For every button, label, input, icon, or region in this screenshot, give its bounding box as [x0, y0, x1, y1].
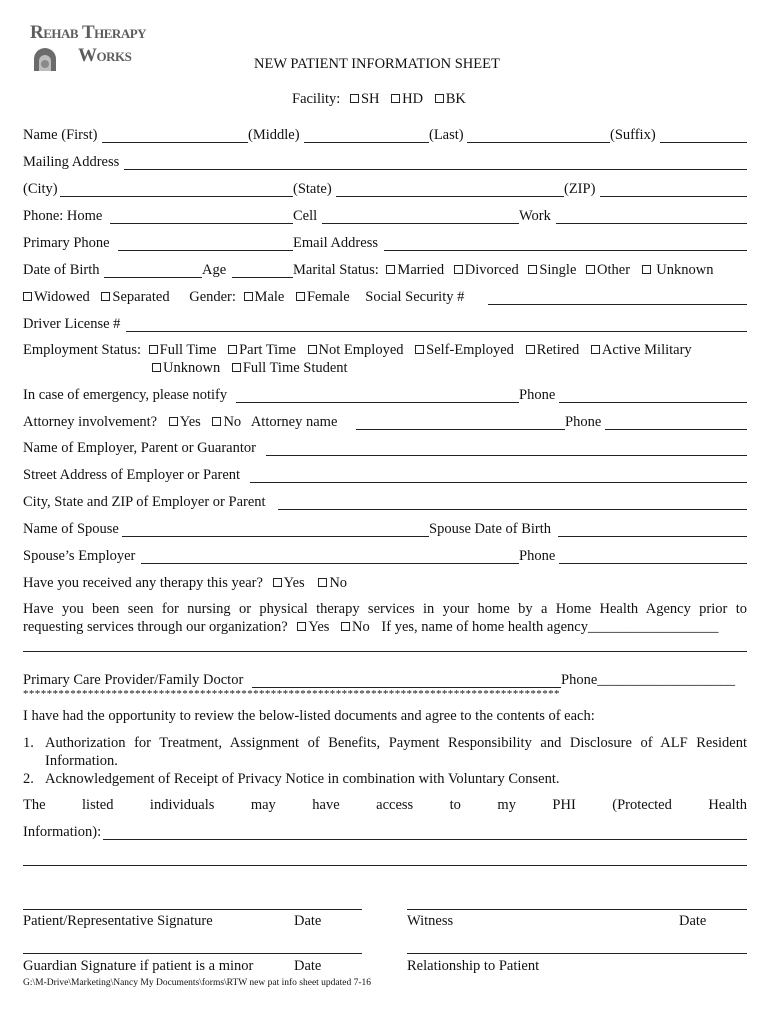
label-state: (State) [293, 181, 332, 197]
checkbox-icon[interactable] [341, 622, 350, 631]
label-name-middle: (Middle) [248, 127, 300, 143]
label-therapy-year: Have you received any therapy this year? [23, 575, 263, 591]
field-guardian-signature[interactable] [23, 953, 362, 954]
employment-option-not-employed[interactable]: Not Employed [308, 342, 404, 358]
divider-stars: ******************************************************************************************* [23, 688, 560, 700]
label-spouse-dob: Spouse Date of Birth [429, 521, 552, 537]
label-name-suffix: (Suffix) [610, 127, 656, 143]
label-witness-date: Date [679, 913, 707, 929]
checkbox-icon[interactable] [232, 363, 241, 372]
field-spouse-name[interactable] [122, 536, 429, 537]
label-marital-status: Marital Status: [293, 262, 379, 278]
label-pcp: Primary Care Provider/Family Doctor [23, 672, 244, 688]
field-email[interactable] [384, 250, 747, 251]
logo-arch-icon [32, 47, 58, 73]
field-home-phone[interactable] [110, 223, 293, 224]
field-cell-phone[interactable] [322, 223, 519, 224]
label-attorney-involvement: Attorney involvement? [23, 414, 158, 430]
gender-option-male[interactable]: Male [244, 289, 285, 305]
field-spouse-employer[interactable] [141, 563, 519, 564]
label-cell: Cell [293, 208, 318, 224]
facility-row [292, 91, 466, 108]
employment-option-full-time[interactable]: Full Time [149, 342, 217, 358]
field-last-name[interactable] [467, 142, 610, 143]
label-spouse-employer: Spouse’s Employer [23, 548, 136, 564]
label-relationship: Relationship to Patient [407, 958, 540, 974]
home-health-group [23, 619, 718, 636]
checkbox-icon[interactable] [386, 265, 395, 274]
employment-option-self-employed[interactable]: Self-Employed [415, 342, 514, 358]
list-item-1: Authorization for Treatment, Assignment of Benefits, Payment Responsibility and Disclosure of ALF Resident [45, 735, 747, 751]
label-home-health-agency: If yes, name of home health agency__________________ [381, 619, 719, 635]
employment-option-student[interactable]: Full Time Student [232, 360, 348, 376]
label-emergency-phone: Phone [519, 387, 556, 403]
checkbox-icon[interactable] [297, 622, 306, 631]
employment-status-group-2 [152, 360, 348, 377]
field-work-phone[interactable] [556, 223, 747, 224]
phi-statement: The listed individuals may have access to my PHI (Protected Health [23, 797, 747, 813]
label-attorney-phone: Phone [565, 414, 602, 430]
label-ssn: Social Security # [365, 289, 465, 305]
checkbox-icon[interactable] [435, 94, 444, 103]
gender-option-female[interactable]: Female [296, 289, 350, 305]
label-witness: Witness [407, 913, 454, 929]
marital-option-single[interactable]: Single [528, 262, 576, 278]
list-item-number-2: 2. [23, 771, 34, 787]
checkbox-icon[interactable] [169, 417, 178, 426]
facility-option-hd[interactable]: HD [391, 91, 423, 107]
widowed-gender-group [23, 289, 464, 306]
label-spouse-phone: Phone [519, 548, 556, 564]
label-pcp-phone: Phone___________________ [561, 672, 735, 688]
label-emergency-contact: In case of emergency, please notify [23, 387, 228, 403]
label-guardian-signature: Guardian Signature if patient is a minor [23, 958, 254, 974]
employment-option-active-military[interactable]: Active Military [591, 342, 692, 358]
checkbox-icon[interactable] [415, 345, 424, 354]
field-phi-individuals-2[interactable] [23, 865, 747, 866]
field-middle-name[interactable] [304, 142, 429, 143]
checkbox-icon[interactable] [273, 578, 282, 587]
facility-option-sh[interactable]: SH [350, 91, 380, 107]
label-employer-city: City, State and ZIP of Employer or Parent [23, 494, 266, 510]
label-name-last: (Last) [429, 127, 464, 143]
field-state[interactable] [336, 196, 564, 197]
field-employer-city[interactable] [278, 509, 747, 510]
label-patient-date: Date [294, 913, 322, 929]
field-ssn[interactable] [488, 304, 747, 305]
label-city: (City) [23, 181, 58, 197]
field-home-health-agency[interactable] [23, 651, 747, 652]
therapy-option-yes[interactable]: Yes [273, 575, 305, 591]
logo-line-2: Works [78, 45, 132, 66]
checkbox-icon[interactable] [454, 265, 463, 274]
checkbox-icon[interactable] [350, 94, 359, 103]
checkbox-icon[interactable] [228, 345, 237, 354]
field-patient-signature[interactable] [23, 909, 362, 910]
checkbox-icon[interactable] [308, 345, 317, 354]
company-logo [30, 22, 170, 82]
checkbox-icon[interactable] [642, 265, 651, 274]
label-home-health-question: Have you been seen for nursing or physical therapy services in your home by a Home Health Agency prior to [23, 601, 747, 617]
label-primary-phone: Primary Phone [23, 235, 110, 251]
home-health-option-no[interactable]: No [341, 619, 370, 635]
therapy-year-group [23, 575, 347, 592]
label-employer-street: Street Address of Employer or Parent [23, 467, 241, 483]
field-zip[interactable] [600, 196, 747, 197]
home-health-option-yes[interactable]: Yes [297, 619, 329, 635]
label-guardian-date: Date [294, 958, 322, 974]
field-phi-individuals[interactable] [103, 839, 747, 840]
checkbox-icon[interactable] [591, 345, 600, 354]
label-gender: Gender: [189, 289, 236, 305]
marital-option-unknown[interactable]: Unknown [642, 262, 714, 278]
marital-option-married[interactable]: Married [386, 262, 444, 278]
page-title: NEW PATIENT INFORMATION SHEET [254, 56, 500, 72]
marital-status-group [293, 262, 713, 279]
field-suffix[interactable] [660, 142, 747, 143]
label-mailing-address: Mailing Address [23, 154, 120, 170]
attorney-option-yes[interactable]: Yes [169, 414, 201, 430]
checkbox-icon[interactable] [212, 417, 221, 426]
facility-label: Facility: [292, 91, 341, 107]
footer-file-path: G:\M-Drive\Marketing\Nancy My Documents\forms\RTW new pat info sheet updated 7-16 [23, 978, 372, 988]
attorney-option-no[interactable]: No [212, 414, 241, 430]
checkbox-icon[interactable] [318, 578, 327, 587]
marital-option-widowed[interactable]: Widowed [23, 289, 90, 305]
field-primary-phone[interactable] [118, 250, 293, 251]
phi-statement-cont: Information): [23, 824, 102, 840]
field-attorney-phone[interactable] [605, 429, 747, 430]
checkbox-icon[interactable] [391, 94, 400, 103]
checkbox-icon[interactable] [101, 292, 110, 301]
label-age: Age [202, 262, 227, 278]
attorney-group [23, 414, 337, 431]
therapy-option-no[interactable]: No [318, 575, 347, 591]
label-zip: (ZIP) [564, 181, 596, 197]
checkbox-icon[interactable] [244, 292, 253, 301]
employment-option-retired[interactable]: Retired [526, 342, 580, 358]
field-witness-signature[interactable] [407, 909, 747, 910]
list-item-2: Acknowledgement of Receipt of Privacy Notice in combination with Voluntary Consent. [45, 771, 560, 787]
field-employer-name[interactable] [266, 455, 747, 456]
marital-option-other[interactable]: Other [586, 262, 630, 278]
field-driver-license[interactable] [126, 331, 747, 332]
checkbox-icon[interactable] [528, 265, 537, 274]
label-employment-status: Employment Status: [23, 342, 142, 358]
logo-line-1: Rehab Therapy [30, 22, 147, 43]
label-driver-license: Driver License # [23, 316, 121, 332]
label-patient-signature: Patient/Representative Signature [23, 913, 213, 929]
field-relationship[interactable] [407, 953, 747, 954]
marital-option-separated[interactable]: Separated [101, 289, 169, 305]
checkbox-icon[interactable] [23, 292, 32, 301]
label-spouse-name: Name of Spouse [23, 521, 119, 537]
field-employer-street[interactable] [250, 482, 747, 483]
label-attorney-name: Attorney name [250, 414, 338, 430]
list-item-number-1: 1. [23, 735, 34, 751]
field-attorney-name[interactable] [356, 429, 565, 430]
field-spouse-phone[interactable] [559, 563, 747, 564]
label-employer-name: Name of Employer, Parent or Guarantor [23, 440, 256, 456]
label-email: Email Address [293, 235, 378, 251]
field-city[interactable] [60, 196, 293, 197]
field-emergency-phone[interactable] [559, 402, 747, 403]
checkbox-icon[interactable] [586, 265, 595, 274]
list-item-1-cont: Information. [45, 753, 118, 769]
field-mailing-address[interactable] [124, 169, 747, 170]
checkbox-icon[interactable] [152, 363, 161, 372]
field-age[interactable] [232, 277, 293, 278]
review-statement: I have had the opportunity to review the below-listed documents and agree to the contents of each: [23, 708, 595, 724]
employment-status-group [23, 342, 692, 359]
field-dob[interactable] [104, 277, 202, 278]
employment-option-unknown[interactable]: Unknown [152, 360, 220, 376]
employment-option-part-time[interactable]: Part Time [228, 342, 296, 358]
label-dob: Date of Birth [23, 262, 100, 278]
facility-option-bk[interactable]: BK [435, 91, 466, 107]
label-home-phone: Phone: Home [23, 208, 103, 224]
field-spouse-dob[interactable] [558, 536, 747, 537]
checkbox-icon[interactable] [149, 345, 158, 354]
label-work: Work [519, 208, 551, 224]
label-name-first: Name (First) [23, 127, 98, 143]
marital-option-divorced[interactable]: Divorced [454, 262, 519, 278]
field-emergency-contact[interactable] [236, 402, 519, 403]
checkbox-icon[interactable] [526, 345, 535, 354]
field-first-name[interactable] [102, 142, 248, 143]
label-home-health-question-cont: requesting services through our organization? [23, 619, 288, 635]
checkbox-icon[interactable] [296, 292, 305, 301]
